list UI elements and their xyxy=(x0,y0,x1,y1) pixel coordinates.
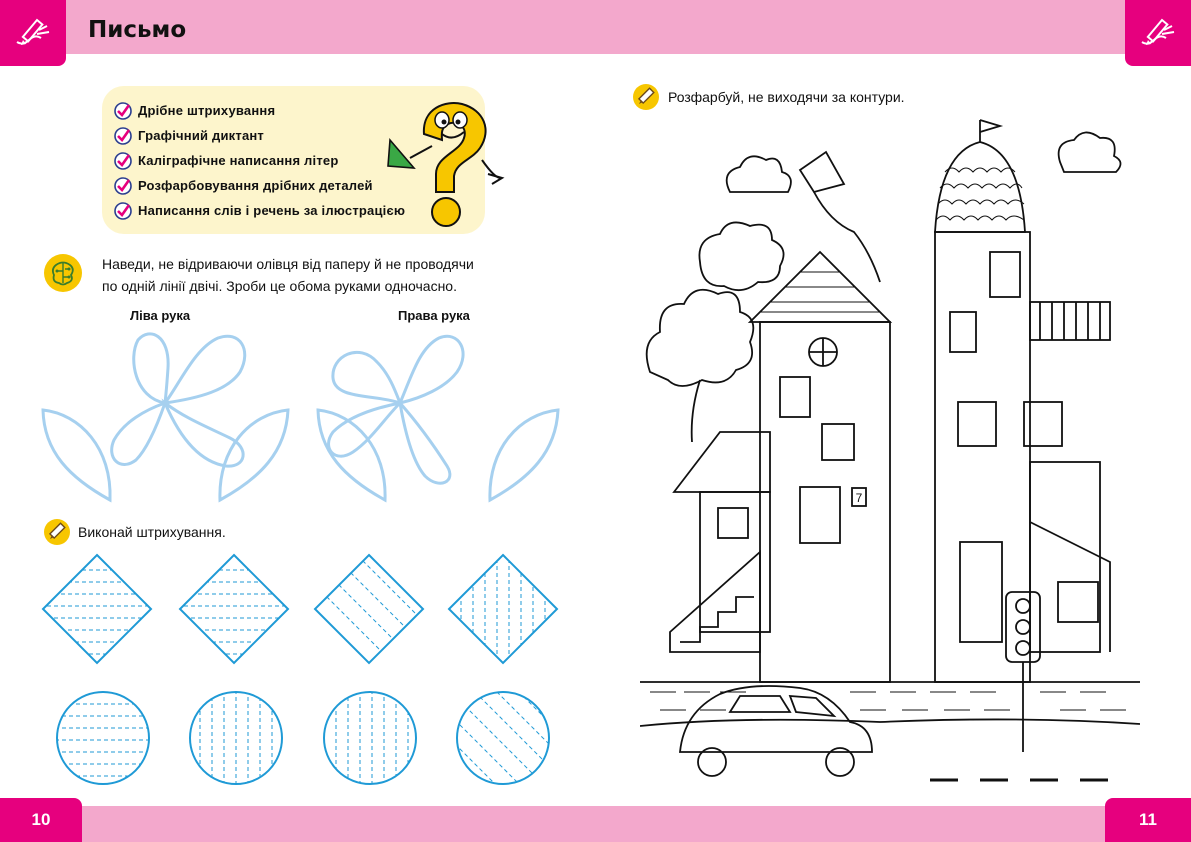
dome-scales xyxy=(936,168,1024,220)
skill-label: Графічний диктант xyxy=(138,128,264,143)
skill-label: Написання слів і речень за ілюстрацією xyxy=(138,203,406,218)
flower-leaf-left xyxy=(318,410,385,500)
pencil-writing-icon xyxy=(13,16,53,50)
flower-petal-bottom-left xyxy=(112,403,165,464)
check-icon xyxy=(114,102,132,120)
hatch-circle-vertical-2 xyxy=(324,690,416,786)
check-icon xyxy=(114,177,132,195)
brain-circuit-icon xyxy=(43,253,83,293)
tree-trunk xyxy=(692,380,700,442)
skill-label: Розфарбовування дрібних деталей xyxy=(138,178,373,193)
hatch-circle-horizontal xyxy=(55,692,151,784)
road-edge xyxy=(640,719,1140,726)
left-hand-label: Ліва рука xyxy=(130,308,191,323)
house-number: 7 xyxy=(855,491,863,505)
hatch-diamond-horizontal-2 xyxy=(177,555,291,663)
pencil-icon xyxy=(43,518,71,546)
skill-label: Каліграфічне написання літер xyxy=(138,153,339,168)
flower-trace-right xyxy=(315,328,565,506)
window xyxy=(990,252,1020,297)
skill-item xyxy=(114,148,405,173)
skill-label: Дрібне штрихування xyxy=(138,103,276,118)
window xyxy=(950,312,976,352)
annex-roof xyxy=(674,432,770,492)
skill-item xyxy=(114,173,405,198)
task-trace-instructions xyxy=(102,253,540,297)
hatch-diamond-vertical xyxy=(449,552,557,666)
window xyxy=(1058,582,1098,622)
main-house-body xyxy=(760,322,890,682)
hatch-circle-vertical xyxy=(190,690,282,786)
task-hatch-instructions: Виконай штрихування. xyxy=(78,524,226,540)
skill-item xyxy=(114,198,405,223)
page-title: Письмо xyxy=(88,17,187,43)
window xyxy=(958,402,996,446)
flower-petal-top-left xyxy=(134,334,168,403)
hatch-diamond-horizontal-1 xyxy=(40,555,154,663)
check-icon xyxy=(114,202,132,220)
flower-petal-top-left xyxy=(333,352,400,403)
pencil-icon xyxy=(632,83,660,111)
flower-petal-bottom-left xyxy=(329,403,400,456)
window xyxy=(718,508,748,538)
flower-leaf-left xyxy=(43,410,110,500)
door xyxy=(800,487,840,543)
flower-leaf-right xyxy=(490,410,558,500)
hatch-diamonds xyxy=(40,552,560,672)
flower-petal-top-right xyxy=(400,336,463,403)
cloud xyxy=(1059,132,1121,172)
balcony xyxy=(1030,302,1110,340)
stairs xyxy=(670,552,760,652)
coloring-house-illustration xyxy=(640,112,1140,792)
flower-petal-top-right xyxy=(165,336,245,403)
window xyxy=(780,377,810,417)
cobblestones xyxy=(650,692,1126,710)
tree xyxy=(699,222,783,290)
task-trace-line-2: по одній лінії двічі. Зроби це обома руками одночасно. xyxy=(102,278,457,294)
flower-trace-left xyxy=(40,328,290,506)
check-icon xyxy=(114,127,132,145)
pencil-writing-icon xyxy=(1138,16,1178,50)
kite-string xyxy=(814,192,880,282)
flower-petal-bottom-right xyxy=(400,403,450,483)
check-icon xyxy=(114,152,132,170)
tower-body xyxy=(935,232,1030,682)
header-corner-left xyxy=(0,0,66,66)
hatch-diamond-diagonal xyxy=(268,552,450,672)
flower-leaf-right xyxy=(220,410,288,500)
header-corner-right xyxy=(1125,0,1191,66)
car-window xyxy=(730,696,790,712)
right-hand-label: Права рука xyxy=(398,308,470,323)
flower-petal-bottom-right xyxy=(165,403,243,466)
skill-item xyxy=(114,123,405,148)
tree xyxy=(647,290,754,386)
flag xyxy=(980,120,1000,132)
footer-bar xyxy=(0,806,1191,842)
task-trace-line-1: Наведи, не відриваючи олівця від паперу й не проводячи xyxy=(102,256,474,272)
page-number-left: 10 xyxy=(0,798,82,842)
skills-list xyxy=(114,98,405,223)
hatch-circles xyxy=(55,690,555,790)
hatch-circle-diagonal xyxy=(435,690,555,790)
door xyxy=(960,542,1002,642)
window xyxy=(822,424,854,460)
cloud xyxy=(727,156,791,192)
page-number-right: 11 xyxy=(1105,798,1191,842)
skill-item xyxy=(114,98,405,123)
task-coloring-instructions: Розфарбуй, не виходячи за контури. xyxy=(668,89,905,105)
kite xyxy=(800,152,844,192)
question-mark-mascot xyxy=(384,96,506,232)
